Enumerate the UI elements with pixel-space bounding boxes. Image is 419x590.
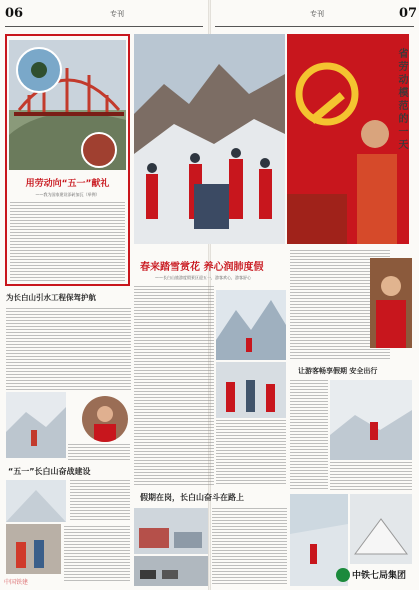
center-body-left [134,286,214,486]
right-page-number: 07 [399,6,418,21]
story-body-2 [70,480,130,522]
right-side-title: 省劳动模范的一天 [396,48,407,152]
trail-photo [6,480,66,522]
story-body-1 [6,308,131,390]
story-body-3 [212,508,287,586]
hikers-photo [216,362,286,418]
story-body-4b [330,462,412,490]
wechat-icon [336,568,350,582]
snow-road-photo [6,392,66,458]
snow-work-photo [330,380,412,460]
left-page-number: 06 [5,6,24,21]
feature-body-text [10,202,125,282]
flag-photo [287,34,409,244]
story-title-4: 让游客畅享假期 安全出行 [298,367,378,375]
village-photo [134,508,208,554]
story-title-1: 为长白山引水工程保驾护航 [6,293,96,302]
story-title-3: 假期在岗，长白山奋斗在路上 [140,493,244,502]
story-body-2b [64,526,130,582]
feature-title: 用劳动向“五一”献礼 [25,179,110,189]
right-header-rule [215,26,414,27]
worker-circle-photo [82,396,128,442]
watermark-left: 中国铁建 [4,579,29,586]
spread-headline: 春来踏雪赏花 养心润肺度假 [140,262,264,273]
right-section-label: 专刊 [310,10,324,18]
mountain-photo [216,290,286,360]
story-body-4 [290,380,328,490]
left-header-rule [5,26,203,27]
left-section-label: 专刊 [110,10,124,18]
tent-photo [350,494,412,564]
watermark-right: 中铁七局集团 [352,571,407,581]
center-body-right [216,420,286,486]
spread-subheadline: ——长白山旅游度假景区迎五一，游客欢心，游客舒心 [155,275,251,280]
cars-photo [134,556,208,586]
story-title-2: “五一”长白山奋战建设 [8,467,91,476]
hero-photo [134,34,285,244]
story-body-1b [68,444,130,462]
portrait-photo [370,258,412,348]
feature-subtitle: ——我为国家建设添砖加瓦（举例） [35,192,100,197]
crew-photo [6,524,61,574]
bridge-photo [9,40,126,170]
